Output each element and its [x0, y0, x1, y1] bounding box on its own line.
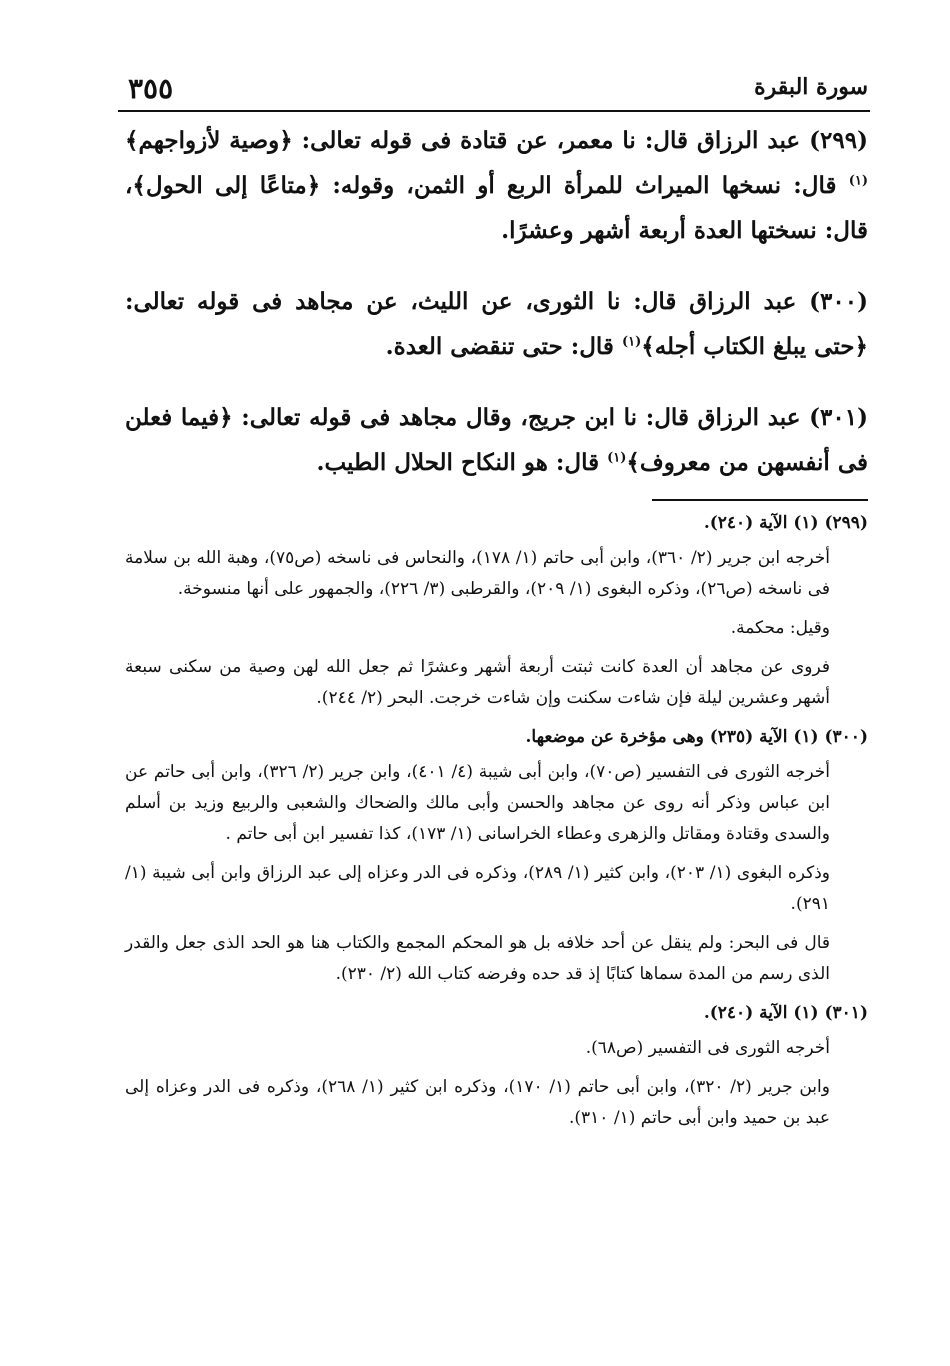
footnote-head: (٣٠١) (١) الآية (٢٤٠).	[703, 1003, 868, 1023]
footnotes-section	[125, 508, 868, 1142]
footnote-paragraph: وابن جرير (٢/ ٣٢٠)، وابن أبى حاتم (١/ ١٧٠)، وذكره ابن كثير (١/ ٢٦٨)، وذكره فى الدر وعزاه إلى عبد بن حميد وابن أبى حاتم (١/ ٣١٠).	[125, 1077, 830, 1128]
entry-text: عبد الرزاق قال: نا الثورى، عن الليث، عن مجاهد فى قوله تعالى: ﴿حتى يبلغ الكتاب أجله﴾	[125, 288, 868, 360]
footnote-paragraph: قال فى البحر: ولم ينقل عن أحد خلافه بل هو المحكم المجمع والكتاب هنا هو الحد الذى جعل والقدر الذى رسم من المدة سماها كتابًا إذ قد حده وفرضه كتاب الله (٢/ ٢٣٠).	[125, 933, 830, 984]
entry-number: (٣٠١)	[809, 404, 868, 431]
footnote-paragraph: أخرجه ابن جرير (٢/ ٣٦٠)، وابن أبى حاتم (١/ ١٧٨)، والنحاس فى ناسخه (ص٧٥)، وهبة الله بن سلامة فى ناسخه (ص٢٦)، وذكره البغوى (١/ ٢٠٩)، والقرطبى (٣/ ٢٢٦)، والجمهور على أنها منسوخة.	[125, 548, 830, 599]
entry-text: عبد الرزاق قال: نا معمر، عن قتادة فى قوله تعالى: ﴿وصية لأزواجهم﴾	[125, 127, 801, 154]
footnote-head: (٣٠٠) (١) الآية (٢٣٥) وهى مؤخرة عن موضعها.	[525, 727, 868, 747]
page-number: ٣٥٥	[128, 72, 174, 105]
footnote-paragraph: فروى عن مجاهد أن العدة كانت ثبتت أربعة أشهر وعشرًا ثم جعل الله لهن وصية من سكنى سبعة أشهر وعشرين ليلة فإن شاءت سكنت وإن شاءت خرجت. البحر (٢/ ٢٤٤).	[125, 657, 830, 708]
entry-number: (٣٠٠)	[809, 288, 868, 315]
footnote-divider	[652, 499, 868, 501]
footnote-300	[125, 722, 868, 990]
entry-text-after: قال: هو النكاح الحلال الطيب.	[316, 449, 600, 476]
entry-text-after: قال: حتى تنقضى العدة.	[385, 333, 614, 360]
footnote-301	[125, 998, 868, 1134]
entry-text-after: قال: نسخها الميراث للمرأة الربع أو الثمن، وقوله: ﴿متاعًا إلى الحول﴾، قال: نسختها العدة أربعة أشهر وعشرًا.	[125, 172, 868, 244]
footnote-paragraph: أخرجه الثورى فى التفسير (ص٧٠)، وابن أبى شيبة (٤/ ٤٠١)، وابن جرير (٢/ ٣٢٦)، وابن أبى حاتم عن ابن عباس وذكر أنه روى عن مجاهد والحسن وأبى مالك والضحاك والشعبى والربيع وزيد بن أسلم والسدى وقتادة ومقاتل والزهرى وعطاء الخراسانى (١/ ١٧٣)، كذا تفسير ابن أبى حاتم .	[125, 762, 830, 844]
footnote-ref: (١)	[607, 450, 627, 466]
footnote-paragraph: وقيل: محكمة.	[730, 618, 830, 638]
entry-text: عبد الرزاق قال: نا ابن جريج، وقال مجاهد فى قوله تعالى: ﴿فيما فعلن فى أنفسهن من معروف﴾	[125, 404, 868, 476]
footnote-head: (٢٩٩) (١) الآية (٢٤٠).	[703, 513, 868, 533]
entry-299	[125, 118, 868, 253]
entry-300	[125, 279, 868, 369]
entry-number: (٢٩٩)	[809, 127, 868, 154]
footnote-299	[125, 508, 868, 714]
footnote-paragraph: وذكره البغوى (١/ ٢٠٣)، وابن كثير (١/ ٢٨٩)، وذكره فى الدر وعزاه إلى عبد الرزاق وابن أبى شيبة (١/ ٢٩١).	[125, 863, 830, 914]
surah-title: سورة البقرة	[754, 74, 868, 100]
footnote-ref: (١)	[848, 173, 868, 189]
main-text	[125, 118, 868, 511]
footnote-paragraph: أخرجه الثورى فى التفسير (ص٦٨).	[585, 1038, 830, 1058]
footnote-ref: (١)	[621, 334, 642, 350]
entry-301	[125, 395, 868, 485]
page-header	[118, 70, 870, 112]
